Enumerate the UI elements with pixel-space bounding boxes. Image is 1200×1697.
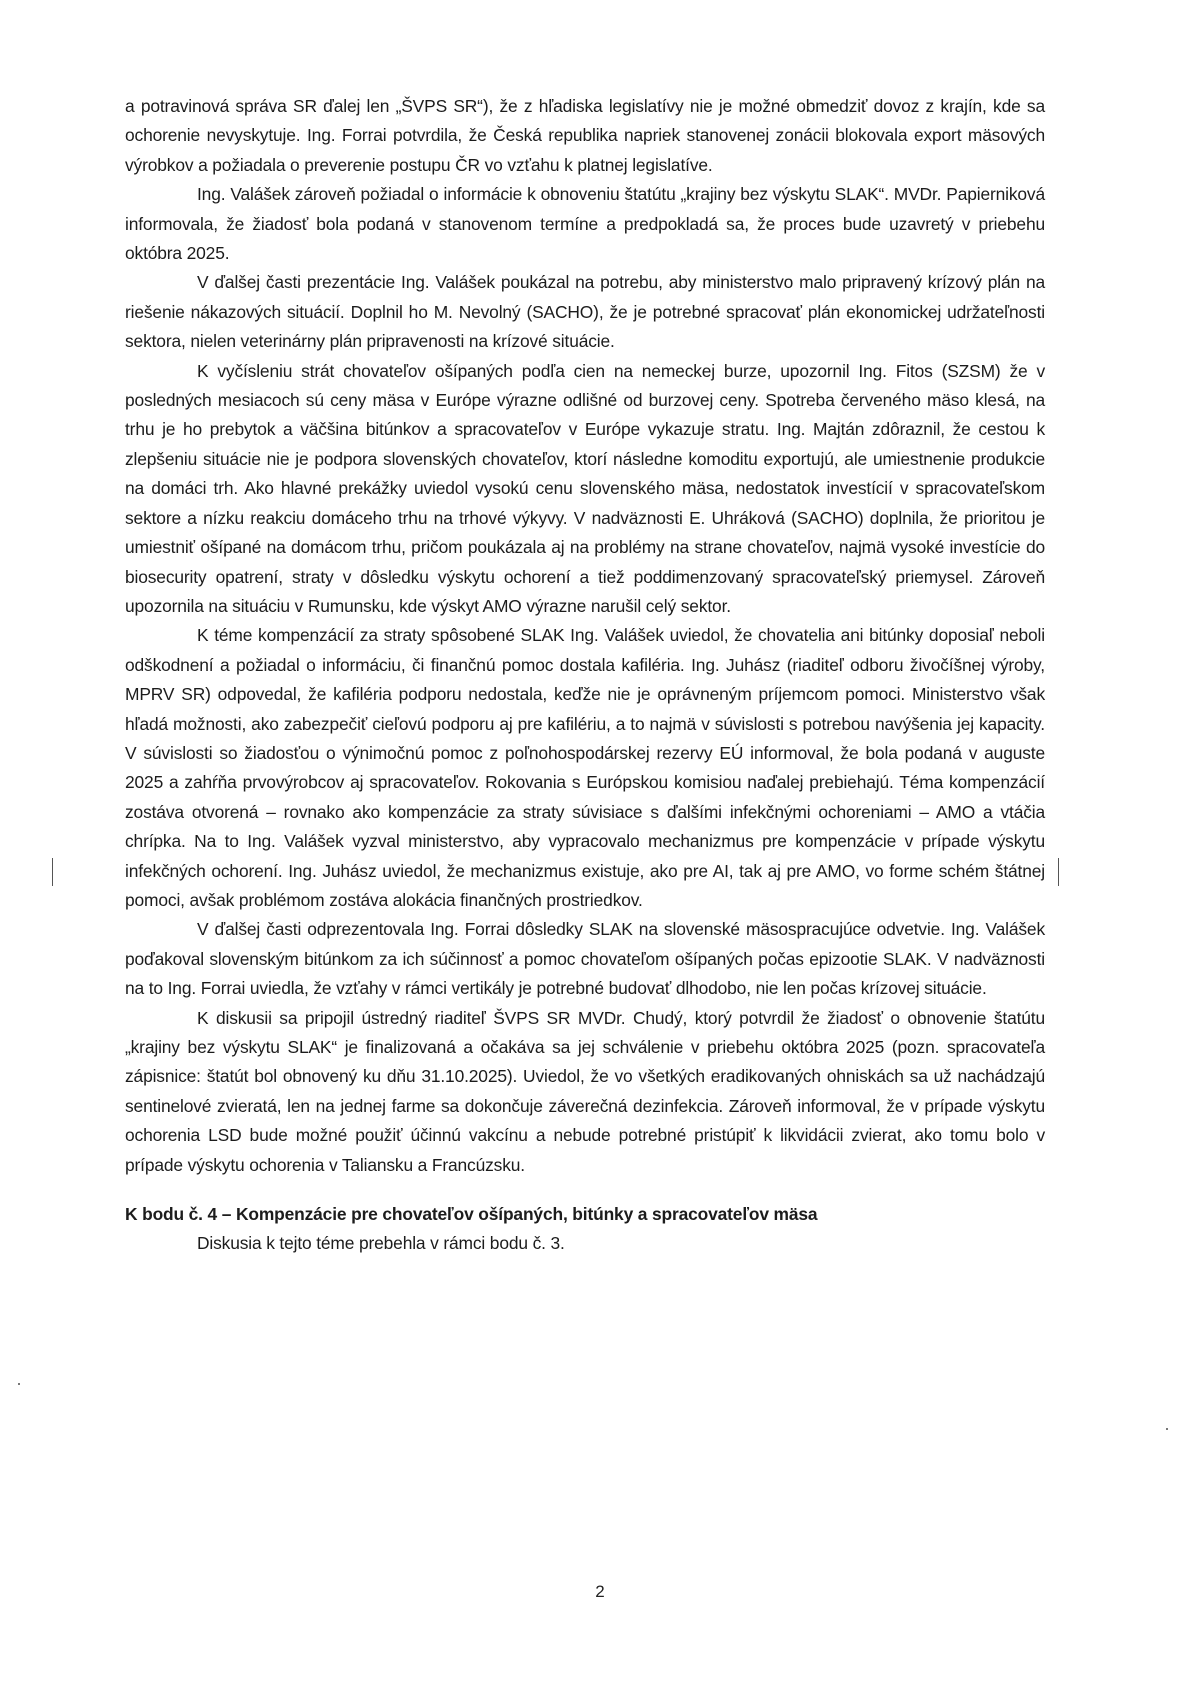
scan-margin-mark-left xyxy=(52,858,53,886)
scan-dot-right xyxy=(1166,1428,1168,1430)
paragraph-2: Ing. Valášek zároveň požiadal o informácie k obnoveniu štatútu „krajiny bez výskytu SLAK“. MVDr. Papierniková informovala, že žiadosť bola podaná v stanovenom termíne a predpokladá sa, že proces bude uzavretý v priebehu októbra 2025. xyxy=(125,184,1045,264)
paragraph-1: a potravinová správa SR ďalej len „ŠVPS SR“), že z hľadiska legislatívy nie je možné obmedziť dovoz z krajín, kde sa ochorenie nevyskytuje. Ing. Forrai potvrdila, že Česká republika napriek stanovenej zonácii blokovala export mäsových výrobkov a požiadala o preverenie postupu ČR vo vzťahu k platnej legislatíve. xyxy=(125,96,1045,175)
document-body xyxy=(125,92,1045,1259)
paragraph-7: K diskusii sa pripojil ústredný riaditeľ ŠVPS SR MVDr. Chudý, ktorý potvrdil že žiadosť o obnovenie štatútu „krajiny bez výskytu SLAK“ je finalizovaná a očakáva sa jej schválenie v priebehu októbra 2025 (pozn. spracovateľa zápisnice: štatút bol obnovený ku dňu 31.10.2025). Uviedol, že vo všetkých eradikovaných ohniskách sa už nachádzajú sentinelové zvieratá, len na jednej farme sa dokončuje záverečná dezinfekcia. Zároveň informoval, že v prípade výskytu ochorenia LSD bude možné použiť účinnú vakcínu a nebude potrebné pristúpiť k likvidácii zvierat, ako tomu bolo v prípade výskytu ochorenia v Taliansku a Francúzsku. xyxy=(125,1007,1045,1175)
section-heading: K bodu č. 4 – Kompenzácie pre chovateľov ošípaných, bitúnky a spracovateľov mäsa xyxy=(125,1204,818,1225)
paragraph-4: K vyčísleniu strát chovateľov ošípaných podľa cien na nemeckej burze, upozornil Ing. Fitos (SZSM) že v posledných mesiacoch sú ceny mäsa v Európe výrazne odlišné od burzovej ceny. Spotreba červeného mäso klesá, na trhu je ho prebytok a väčšina bitúnkov a spracovateľov v Európe vykazuje stratu. Ing. Majtán zdôraznil, že cestou k zlepšeniu situácie nie je podpora slovenských chovateľov, ktorí následne komoditu exportujú, ale umiestnenie produkcie na domáci trh. Ako hlavné prekážky uviedol vysokú cenu slovenského mäsa, nedostatok investícií v spracovateľskom sektore a nízku reakciu domáceho trhu na trhové výkyvy. V nadväznosti E. Uhráková (SACHO) doplnila, že prioritou je umiestniť ošípané na domácom trhu, pričom poukázala aj na problémy na strane chovateľov, najmä vysoké investície do biosecurity opatrení, straty v dôsledku výskytu ochorení a tiež poddimenzovaný spracovateľský priemysel. Zároveň upozornila na situáciu v Rumunsku, kde výskyt AMO výrazne narušil celý sektor. xyxy=(125,360,1045,616)
scan-dot-left xyxy=(18,1383,20,1385)
paragraph-3: V ďalšej časti prezentácie Ing. Valášek poukázal na potrebu, aby ministerstvo malo pripravený krízový plán na riešenie nákazových situácií. Doplnil ho M. Nevolný (SACHO), že je potrebné spracovať plán ekonomickej udržateľnosti sektora, nielen veterinárny plán pripravenosti na krízové situácie. xyxy=(125,272,1045,352)
page-number: 2 xyxy=(595,1582,605,1601)
section-text: Diskusia k tejto téme prebehla v rámci bodu č. 3. xyxy=(197,1233,565,1254)
scan-margin-mark-right xyxy=(1058,858,1059,886)
paragraph-5: K téme kompenzácií za straty spôsobené SLAK Ing. Valášek uviedol, že chovatelia ani bitúnky doposiaľ neboli odškodnení a požiadal o informáciu, či finančnú pomoc dostala kafiléria. Ing. Juhász (riaditeľ odboru živočíšnej výroby, MPRV SR) odpovedal, že kafiléria podporu nedostala, keďže nie je oprávneným príjemcom pomoci. Ministerstvo však hľadá možnosti, ako zabezpečiť cieľovú podporu aj pre kafilériu, a to najmä v súvislosti s potrebou navýšenia jej kapacity. V súvislosti so žiadosťou o výnimočnú pomoc z poľnohospodárskej rezervy EÚ informoval, že bola podaná v auguste 2025 a zahŕňa prvovýrobcov aj spracovateľov. Rokovania s Európskou komisiou naďalej prebiehajú. Téma kompenzácií zostáva otvorená – rovnako ako kompenzácie za straty súvisiace s ďalšími infekčnými ochoreniami – AMO a vtáčia chrípka. Na to Ing. Valášek vyzval ministerstvo, aby vypracovalo mechanizmus pre kompenzácie v prípade výskytu infekčných ochorení. Ing. Juhász uviedol, že mechanizmus existuje, ako pre AI, tak aj pre AMO, vo forme schém štátnej pomoci, avšak problémom zostáva alokácia finančných prostriedkov. xyxy=(125,625,1045,910)
paragraph-6: V ďalšej časti odprezentovala Ing. Forrai dôsledky SLAK na slovenské mäsospracujúce odvetvie. Ing. Valášek poďakoval slovenským bitúnkom za ich súčinnosť a pomoc chovateľom ošípaných počas epizootie SLAK. V nadväznosti na to Ing. Forrai uviedla, že vzťahy v rámci vertikály je potrebné budovať dlhodobo, nie len počas krízovej situácie. xyxy=(125,919,1045,999)
